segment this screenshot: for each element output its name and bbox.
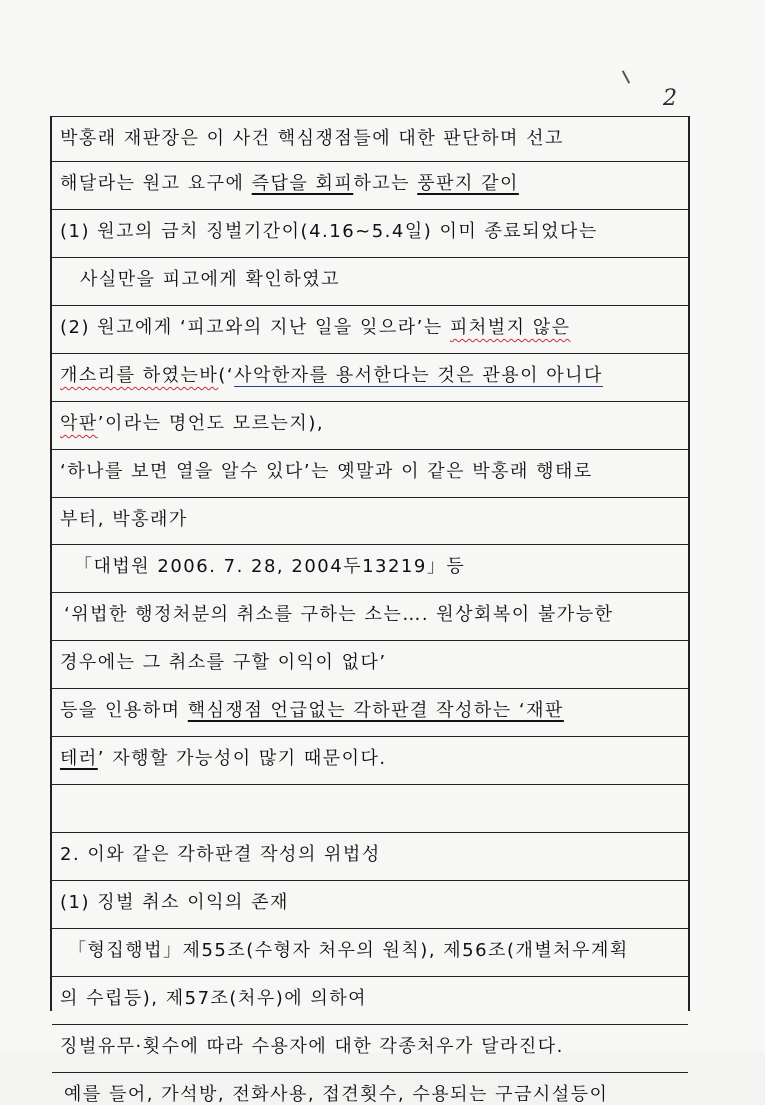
page-number: 2 xyxy=(663,86,677,111)
ruled-line xyxy=(52,257,688,258)
handwritten-line xyxy=(60,129,564,149)
line-text: ’이라는 명언도 모르는지), xyxy=(97,413,325,434)
ruled-line xyxy=(52,116,688,117)
ruled-line xyxy=(52,592,688,593)
handwritten-line xyxy=(60,174,519,194)
line-text: 사실만을 피고에게 확인하였고 xyxy=(80,269,340,290)
handwritten-line xyxy=(60,318,571,338)
ruled-line xyxy=(52,497,688,498)
handwritten-line xyxy=(60,653,387,673)
line-text: 예를 들어, 가석방, 전화사용, 접견횟수, 수용되는 구금시설등이 xyxy=(64,1084,609,1105)
underlined-text: 핵심쟁점 언급없는 각하판결 작성하는 ‘재판 xyxy=(187,700,564,721)
line-text: (2) 원고에게 ‘피고와의 지난 일을 잊으라’는 xyxy=(60,317,450,338)
handwritten-line xyxy=(60,989,367,1009)
ruled-frame xyxy=(50,116,690,1105)
ruled-line xyxy=(52,976,688,977)
underlined-text: 테러 xyxy=(60,748,98,769)
handwritten-line xyxy=(60,222,598,242)
handwritten-line xyxy=(60,462,593,482)
underlined-text: 악판 xyxy=(60,413,98,434)
line-text: 하고는 xyxy=(353,173,418,194)
line-text: (1) 징벌 취소 이익의 존재 xyxy=(60,892,289,913)
line-text: 부터, 박홍래가 xyxy=(60,509,188,530)
handwritten-line xyxy=(64,1085,608,1105)
underlined-text: 사악한자를 용서한다는 것은 관용이 아니다 xyxy=(234,365,603,386)
line-text: 등을 인용하며 xyxy=(60,700,188,721)
handwritten-line xyxy=(74,557,465,577)
line-text: 박홍래 재판장은 이 사건 핵심쟁점들에 대한 판단하며 선고 xyxy=(60,128,564,149)
ruled-line xyxy=(52,688,688,689)
handwritten-line xyxy=(68,941,629,961)
handwritten-line xyxy=(60,701,564,721)
ruled-line xyxy=(52,1024,688,1025)
line-text: 징벌유무·횟수에 따라 수용자에 대한 각종처우가 달라진다. xyxy=(60,1036,564,1057)
ruled-line xyxy=(52,161,688,162)
line-text: (1) 원고의 금치 징벌기간이(4.16~5.4일) 이미 종료되었다는 xyxy=(60,221,598,242)
line-text: 「대법원 2006. 7. 28, 2004두13219」등 xyxy=(74,556,466,577)
line-text: ’ 자행할 가능성이 많기 때문이다. xyxy=(97,748,387,769)
ruled-line xyxy=(52,784,688,785)
line-text: 경우에는 그 취소를 구할 이익이 없다’ xyxy=(60,652,387,673)
ruled-line xyxy=(52,928,688,929)
ruled-line xyxy=(52,832,688,833)
handwritten-line xyxy=(60,893,289,913)
line-text: ‘하나를 보면 열을 알수 있다’는 옛말과 이 같은 박홍래 행태로 xyxy=(60,461,593,482)
pen-mark xyxy=(622,70,630,83)
ruled-line xyxy=(52,544,688,545)
line-text: 해달라는 원고 요구에 xyxy=(60,173,252,194)
ruled-line xyxy=(52,880,688,881)
underlined-text: 풍판지 같이 xyxy=(417,173,519,194)
handwritten-line xyxy=(60,510,188,530)
handwritten-line xyxy=(60,366,603,386)
line-text: 의 수립등), 제57조(처우)에 의하여 xyxy=(60,988,368,1009)
underlined-text: 즉답을 회피 xyxy=(251,173,354,194)
handwritten-line xyxy=(64,605,613,625)
line-text: 2. 이와 같은 각하판결 작성의 위법성 xyxy=(60,844,381,865)
ruled-line xyxy=(52,736,688,737)
ruled-line xyxy=(52,640,688,641)
handwritten-line xyxy=(60,1037,564,1057)
underlined-text: 피처벌지 않은 xyxy=(449,317,571,338)
ruled-line xyxy=(52,1072,688,1073)
line-text: (‘ xyxy=(218,365,235,386)
handwritten-line xyxy=(60,845,381,865)
handwritten-line xyxy=(60,414,324,434)
ruled-line xyxy=(52,353,688,354)
handwritten-line xyxy=(80,270,340,290)
line-text: 「형집행법」제55조(수형자 처우의 원칙), 제56조(개별처우계획 xyxy=(68,940,629,961)
ruled-line xyxy=(52,209,688,210)
ruled-line xyxy=(52,449,688,450)
line-text: ‘위법한 행정처분의 취소를 구하는 소는…. 원상회복이 불가능한 xyxy=(64,604,614,625)
handwritten-line xyxy=(60,749,387,769)
ruled-line xyxy=(52,305,688,306)
underlined-text: 개소리를 하였는바 xyxy=(60,365,219,386)
ruled-line xyxy=(52,401,688,402)
